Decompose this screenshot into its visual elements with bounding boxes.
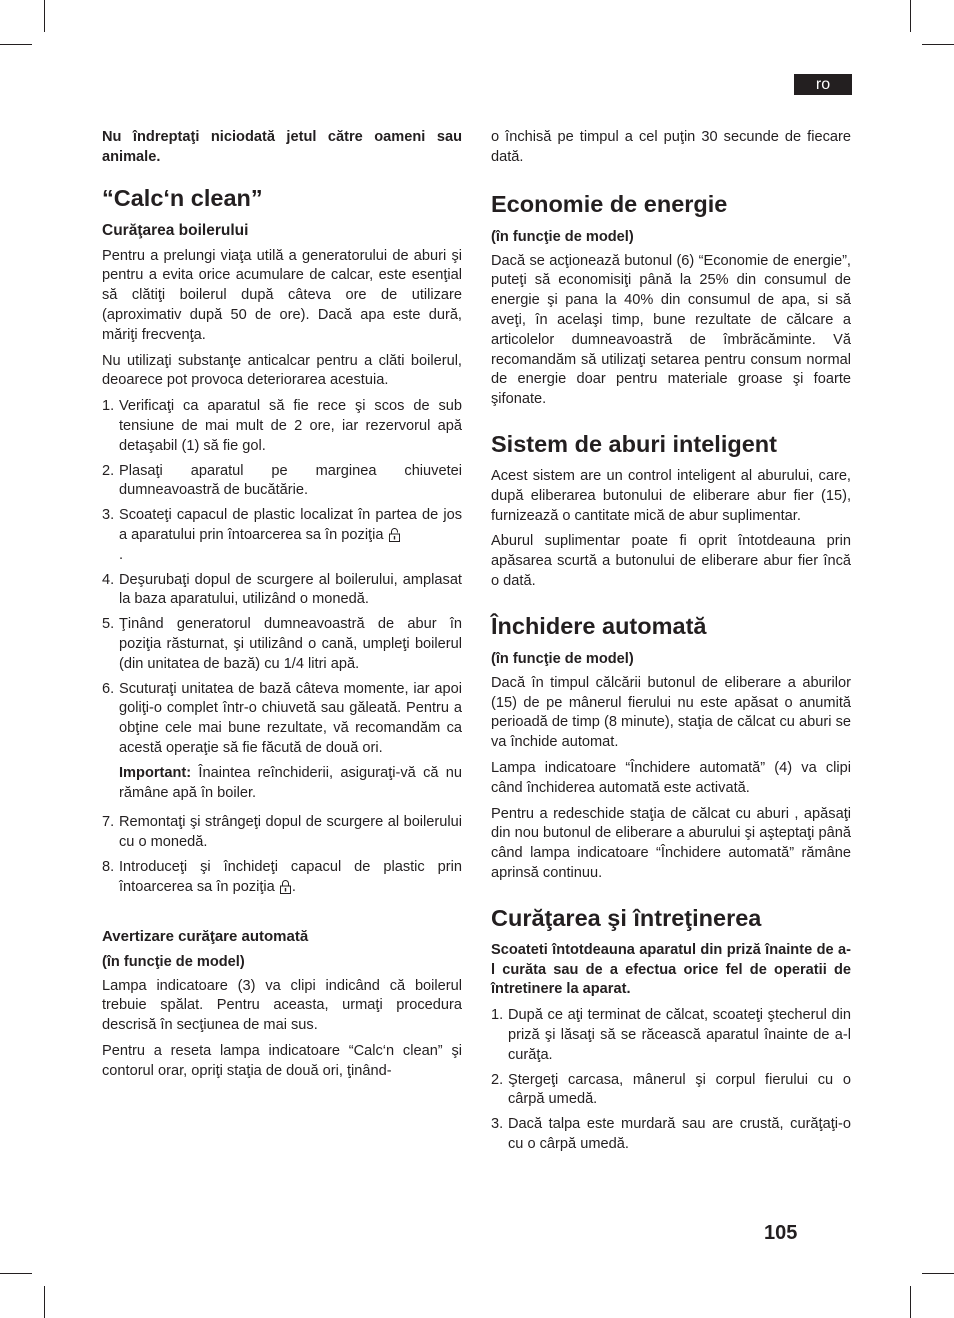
cleaning-warning: Scoateti întotdeauna aparatul din priză înainte de a-l curăta sau de a efectua orice fel de operatii de întretinere la aparat. xyxy=(491,941,851,998)
crop-mark xyxy=(922,1273,954,1274)
list-item: 1. După ce aţi terminat de călcat, scoateţi ştecherul din priză şi lăsaţi să se răcească aparatul înainte de a-l curăţa. xyxy=(491,1007,851,1063)
list-item: 6. Scuturaţi unitatea de bază câteva momente, iar apoi goliţi-o complet într-o chiuvetă sau găleată. Pentru a obţine cele mai bune rezultate, vă recomandăm ca acestă operaţie să fie făcută de două ori. Important: Înaintea reînchiderii, asiguraţi-vă că nu rămâne apă în boiler. xyxy=(102,680,462,801)
crop-mark xyxy=(910,0,911,32)
crop-mark xyxy=(910,1286,911,1318)
important-label: Important: xyxy=(119,764,192,781)
list-item: 5. Ţinând generatorul dumneavoastră de abur în poziţia răsturnat, şi utilizând o cană, umpleţi boilerul (din unitatea de bază) cu 1/4 litri apă. xyxy=(102,616,462,672)
page-number: 105 xyxy=(764,1222,798,1244)
model-note: (în funcţie de model) xyxy=(491,650,634,667)
paragraph: Pentru a redeschide staţia de călcat cu aburi , apăsaţi din nou butonul de eliberare a aburului şi aşteptaţi până când lampa indicatoare “Închidere automată” rămâne aprinsă continuu. xyxy=(491,805,851,881)
cleaning-maintenance-heading: Curăţarea şi întreţinerea xyxy=(491,904,762,931)
crop-mark xyxy=(922,44,954,45)
smart-steam-heading: Sistem de aburi inteligent xyxy=(491,430,777,457)
crop-mark xyxy=(44,1286,45,1318)
paragraph: o închisă pe timpul a cel puţin 30 secunde de fiecare dată. xyxy=(491,129,851,165)
paragraph: Pentru a reseta lampa indicatoare “Calc‘n clean” şi contorul orar, opriţi staţia de două ori, ţinând- xyxy=(102,1042,462,1079)
paragraph: Aburul suplimentar poate fi oprit întotdeauna prin apăsarea scurtă a butonului de eliberare abur fier încă o dată. xyxy=(491,533,851,589)
list-item: 3. Dacă talpa este murdară sau are crustă, curăţaţi-o cu o cârpă umedă. xyxy=(491,1116,851,1152)
language-badge: ro xyxy=(794,74,852,95)
calc-clean-heading: “Calc‘n clean” xyxy=(102,184,263,211)
paragraph: Dacă în timpul călcării butonul de eliberare a aburilor (15) de pe mânerul fierului nu este apăsat o anumită perioadă de timp (8 minute), staţia de călcat cu aburi se va închide automat. xyxy=(491,674,851,751)
list-item: 2. Ştergeţi carcasa, mânerul şi corpul fierului cu o cârpă umedă. xyxy=(491,1071,851,1108)
paragraph: Nu utilizaţi substanţe anticalcar pentru a clăti boilerul, deoarece pot provoca deteriorarea acestuia. xyxy=(102,352,462,389)
boiler-cleaning-heading: Curăţarea boilerului xyxy=(102,221,249,239)
warning-text: Nu îndreptaţi niciodată jetul către oameni sau animale. xyxy=(102,129,462,165)
paragraph: Pentru a prelungi viaţa utilă a generatorului de aburi şi pentru a evita orice acumulare de calcar, este esenţial să clătiţi boilerul după câteva ore de utilizare (aproximativ după 50 de ore). Dacă apa este dură, măriţi frecvenţa. xyxy=(102,247,462,343)
cleaning-steps-list xyxy=(491,1006,851,1155)
paragraph: Lampa indicatoare (3) va clipi indicând că boilerul trebuie spălat. Pentru aceasta, urmaţi procedura descrisă în secţiunea de mai sus. xyxy=(102,977,462,1034)
auto-clean-warning-heading: Avertizare curăţare automată xyxy=(102,927,309,945)
paragraph: Acest sistem are un control inteligent al aburului, care, după eliberarea butonului de eliberare abur fier (15), furnizează o cantitate mică de abur suplimentar. xyxy=(491,467,851,524)
crop-mark xyxy=(0,44,32,45)
auto-shutoff-heading: Închidere automată xyxy=(491,612,707,639)
unlock-icon xyxy=(389,528,400,542)
crop-mark xyxy=(44,0,45,32)
boiler-steps-list xyxy=(102,397,462,897)
list-item: 4. Deşurubaţi dopul de scurgere al boilerului, amplasat la baza aparatului, utilizând o monedă. xyxy=(102,571,462,608)
model-note: (în funcţie de model) xyxy=(491,228,634,245)
list-item: 8. Introduceţi şi închideţi capacul de plastic prin întoarcerea sa în poziţia . xyxy=(102,858,462,895)
paragraph: Lampa indicatoare “Închidere automată” (4) va clipi când închiderea automată este activată. xyxy=(491,759,851,796)
model-note: (în funcţie de model) xyxy=(102,953,245,970)
list-item: 1. Verificaţi ca aparatul să fie rece şi scos de sub tensiune de mai mult de 2 ore, iar rezervorul apă detaşabil (1) să fie gol. xyxy=(102,398,462,454)
list-item: 3. Scoateţi capacul de plastic localizat în partea de jos a aparatului prin întoarcerea sa în poziţia . xyxy=(102,507,462,563)
paragraph: Dacă se acţionează butonul (6) “Economie de energie”, puteţi să economisiţi până la 25% din consumul de energie şi pana la 40% din consumul de apa, si să aveţi, în acelaşi timp, bune rezultate de călcare a articolelor dumneavoastră de îmbrăcăminte. Vă recomandăm să utilizaţi setarea pentru consum normal de energie doar pentru materiale groase şi foarte şifonate. xyxy=(491,252,851,408)
right-column xyxy=(491,128,851,1160)
lock-icon xyxy=(280,880,291,894)
crop-mark xyxy=(0,1273,32,1274)
energy-saving-heading: Economie de energie xyxy=(491,190,728,217)
left-column xyxy=(102,128,462,1087)
list-item: 2. Plasaţi aparatul pe marginea chiuvetei dumneavoastră de bucătărie. xyxy=(102,462,462,499)
list-item: 7. Remontaţi şi strângeţi dopul de scurgere al boilerului cu o monedă. xyxy=(102,814,462,851)
